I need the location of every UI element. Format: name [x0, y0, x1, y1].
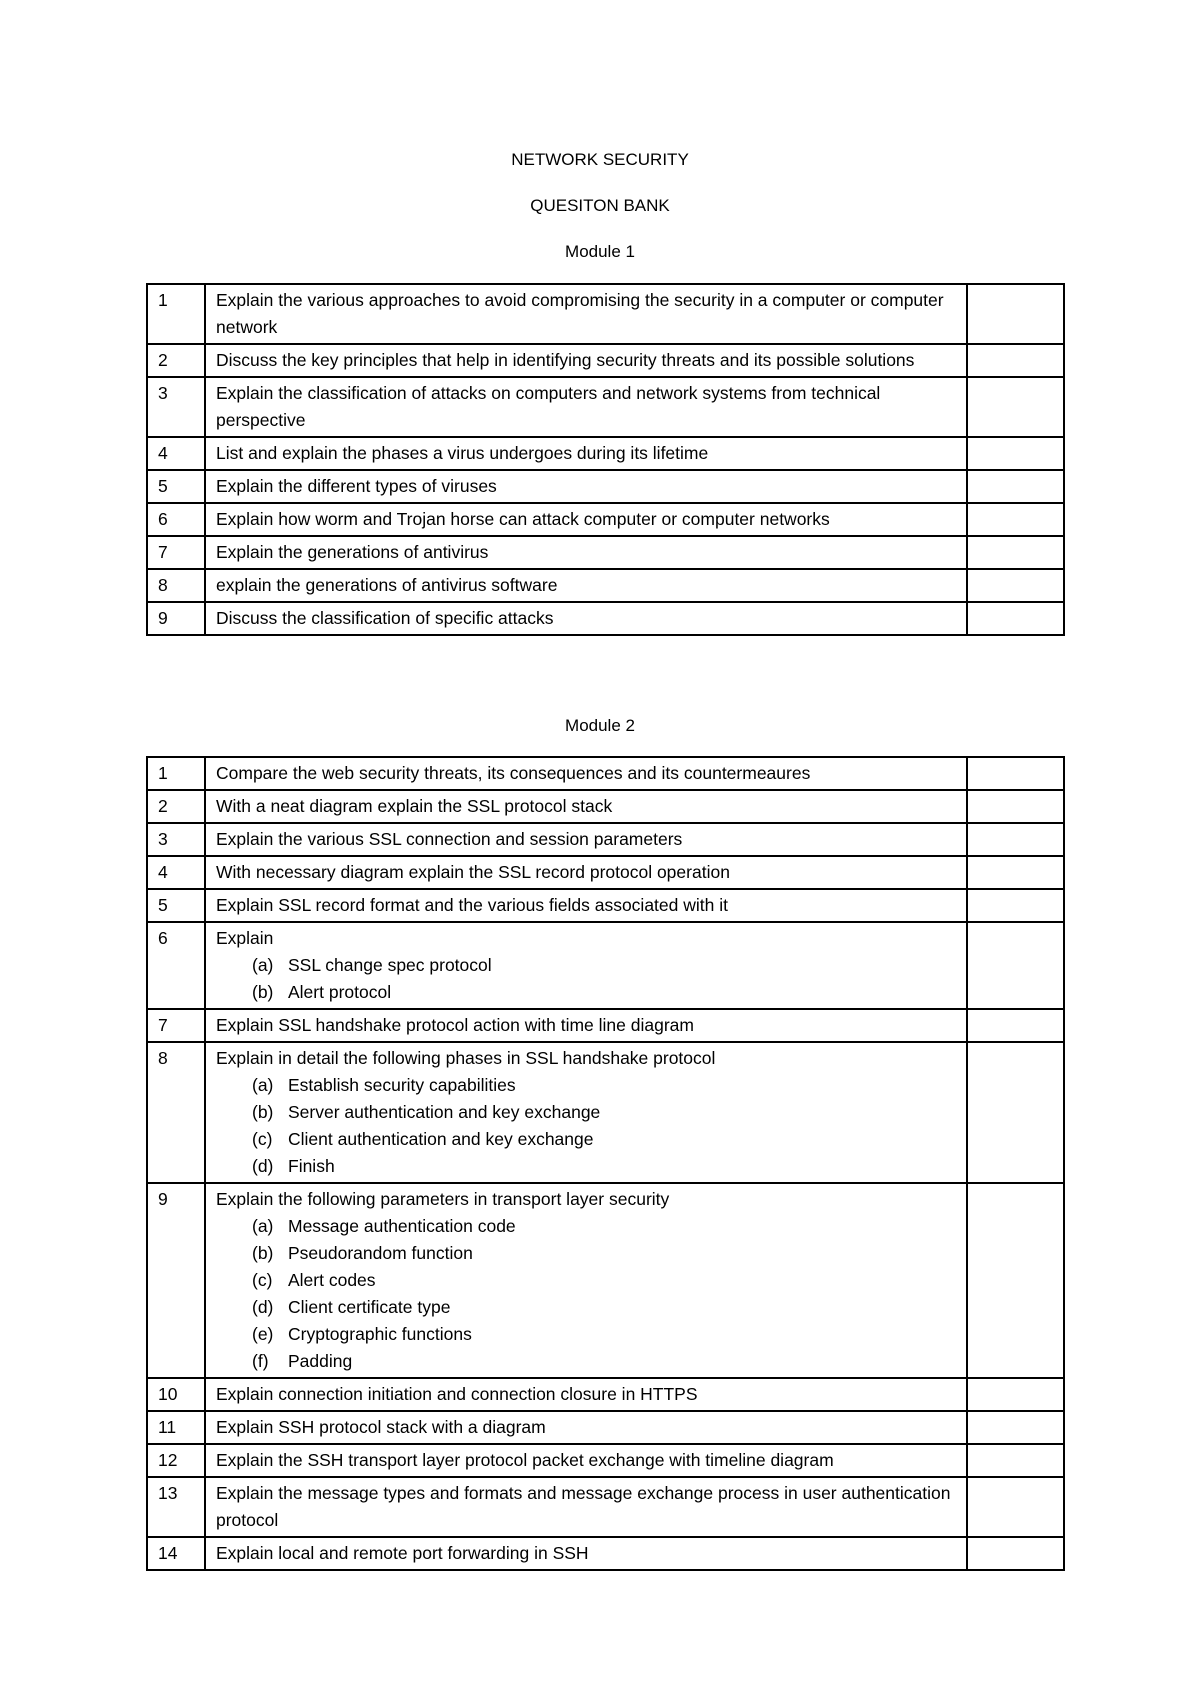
question-cell — [205, 1378, 967, 1411]
sub-question-marker: (c) — [252, 1270, 273, 1290]
question-cell — [205, 1183, 967, 1378]
question-cell — [205, 856, 967, 889]
question-cell — [205, 602, 967, 635]
question-cell — [205, 1042, 967, 1183]
question-number: 5 — [147, 889, 205, 922]
question-row — [147, 757, 1064, 790]
question-text: Explain SSL handshake protocol action with time line diagram — [216, 1015, 694, 1035]
module-2-question-table — [146, 756, 1065, 1571]
sub-question-item — [216, 1153, 960, 1180]
sub-question-marker: (f) — [252, 1351, 269, 1371]
question-row — [147, 1537, 1064, 1570]
blank-cell — [967, 1537, 1064, 1570]
blank-cell — [967, 1183, 1064, 1378]
question-number: 11 — [147, 1411, 205, 1444]
sub-question-marker: (a) — [252, 955, 274, 975]
question-text: Explain the SSH transport layer protocol packet exchange with timeline diagram — [216, 1450, 834, 1470]
sub-question-item — [216, 1213, 960, 1240]
sub-question-text: Alert protocol — [288, 982, 392, 1002]
sub-question-marker: (e) — [252, 1324, 274, 1344]
blank-cell — [967, 922, 1064, 1009]
blank-cell — [967, 1378, 1064, 1411]
question-text: Discuss the key principles that help in identifying security threats and its possible solutions — [216, 350, 915, 370]
question-number: 4 — [147, 856, 205, 889]
question-number: 6 — [147, 922, 205, 1009]
question-text: Explain SSH protocol stack with a diagram — [216, 1417, 546, 1437]
question-row — [147, 823, 1064, 856]
sub-question-text: Establish security capabilities — [288, 1075, 516, 1095]
question-text: Explain in detail the following phases in SSL handshake protocol — [216, 1048, 716, 1068]
question-number: 10 — [147, 1378, 205, 1411]
question-row — [147, 1411, 1064, 1444]
blank-cell — [967, 1444, 1064, 1477]
sub-question-item — [216, 1099, 960, 1126]
blank-cell — [967, 470, 1064, 503]
question-cell — [205, 1537, 967, 1570]
sub-question-marker: (d) — [252, 1156, 274, 1176]
question-text: Explain the following parameters in transport layer security — [216, 1189, 670, 1209]
question-row — [147, 790, 1064, 823]
question-text: List and explain the phases a virus undergoes during its lifetime — [216, 443, 709, 463]
blank-cell — [967, 889, 1064, 922]
sub-question-marker: (a) — [252, 1075, 274, 1095]
question-number: 6 — [147, 503, 205, 536]
sub-question-marker: (c) — [252, 1129, 273, 1149]
question-number: 3 — [147, 823, 205, 856]
blank-cell — [967, 823, 1064, 856]
sub-question-marker: (b) — [252, 1243, 274, 1263]
question-row — [147, 503, 1064, 536]
sub-question-text: Cryptographic functions — [288, 1324, 472, 1344]
question-text: Explain the classification of attacks on computers and network systems from technical perspective — [216, 383, 881, 430]
question-cell — [205, 757, 967, 790]
sub-question-text: Padding — [288, 1351, 353, 1371]
question-cell — [205, 470, 967, 503]
blank-cell — [967, 536, 1064, 569]
sub-question-text: Message authentication code — [288, 1216, 516, 1236]
question-text: Explain the various approaches to avoid compromising the security in a computer or computer network — [216, 290, 944, 337]
sub-question-text: Client certificate type — [288, 1297, 451, 1317]
sub-question-item — [216, 1348, 960, 1375]
question-text: Explain how worm and Trojan horse can attack computer or computer networks — [216, 509, 830, 529]
question-number: 8 — [147, 1042, 205, 1183]
sub-question-item — [216, 1240, 960, 1267]
blank-cell — [967, 569, 1064, 602]
question-number: 9 — [147, 602, 205, 635]
question-row — [147, 569, 1064, 602]
question-text: Explain — [216, 928, 274, 948]
sub-question-item — [216, 979, 960, 1006]
question-number: 9 — [147, 1183, 205, 1378]
question-cell — [205, 437, 967, 470]
blank-cell — [967, 377, 1064, 437]
question-cell — [205, 1477, 967, 1537]
question-number: 13 — [147, 1477, 205, 1537]
question-number: 12 — [147, 1444, 205, 1477]
question-text: Explain SSL record format and the various fields associated with it — [216, 895, 728, 915]
question-text: With necessary diagram explain the SSL record protocol operation — [216, 862, 730, 882]
blank-cell — [967, 856, 1064, 889]
question-row — [147, 1444, 1064, 1477]
question-text: explain the generations of antivirus software — [216, 575, 558, 595]
sub-question-text: Server authentication and key exchange — [288, 1102, 601, 1122]
question-row — [147, 602, 1064, 635]
module-1-question-table — [146, 283, 1065, 636]
question-text: Explain local and remote port forwarding in SSH — [216, 1543, 589, 1563]
question-number: 1 — [147, 284, 205, 344]
question-text: Compare the web security threats, its consequences and its countermeaures — [216, 763, 811, 783]
question-row — [147, 1378, 1064, 1411]
question-cell — [205, 536, 967, 569]
module-1-heading: Module 1 — [565, 242, 635, 261]
document-subtitle: QUESITON BANK — [530, 196, 670, 215]
question-number: 2 — [147, 344, 205, 377]
question-number: 5 — [147, 470, 205, 503]
question-cell — [205, 344, 967, 377]
blank-cell — [967, 790, 1064, 823]
question-row — [147, 1042, 1064, 1183]
question-row — [147, 536, 1064, 569]
question-number: 8 — [147, 569, 205, 602]
sub-question-item — [216, 1126, 960, 1153]
question-cell — [205, 922, 967, 1009]
sub-question-text: Finish — [288, 1156, 335, 1176]
question-cell — [205, 569, 967, 602]
blank-cell — [967, 284, 1064, 344]
question-text: Explain the various SSL connection and session parameters — [216, 829, 683, 849]
blank-cell — [967, 1009, 1064, 1042]
question-cell — [205, 889, 967, 922]
sub-question-text: SSL change spec protocol — [288, 955, 492, 975]
question-number: 14 — [147, 1537, 205, 1570]
question-row — [147, 377, 1064, 437]
question-text: Explain the different types of viruses — [216, 476, 497, 496]
sub-question-item — [216, 952, 960, 979]
blank-cell — [967, 1477, 1064, 1537]
blank-cell — [967, 344, 1064, 377]
blank-cell — [967, 503, 1064, 536]
question-number: 2 — [147, 790, 205, 823]
question-number: 7 — [147, 536, 205, 569]
question-cell — [205, 284, 967, 344]
question-cell — [205, 790, 967, 823]
blank-cell — [967, 602, 1064, 635]
question-number: 4 — [147, 437, 205, 470]
question-cell — [205, 1444, 967, 1477]
document-title: NETWORK SECURITY — [511, 150, 689, 169]
module-2-heading: Module 2 — [565, 716, 635, 735]
sub-question-marker: (a) — [252, 1216, 274, 1236]
blank-cell — [967, 1042, 1064, 1183]
sub-question-marker: (b) — [252, 1102, 274, 1122]
blank-cell — [967, 437, 1064, 470]
sub-question-marker: (b) — [252, 982, 274, 1002]
sub-question-marker: (d) — [252, 1297, 274, 1317]
question-row — [147, 1183, 1064, 1378]
question-text: Explain the generations of antivirus — [216, 542, 489, 562]
sub-question-item — [216, 1267, 960, 1294]
question-row — [147, 1477, 1064, 1537]
sub-question-text: Pseudorandom function — [288, 1243, 473, 1263]
question-row — [147, 889, 1064, 922]
question-cell — [205, 1411, 967, 1444]
question-row — [147, 344, 1064, 377]
question-cell — [205, 503, 967, 536]
question-cell — [205, 1009, 967, 1042]
question-row — [147, 437, 1064, 470]
question-text: Discuss the classification of specific attacks — [216, 608, 554, 628]
question-cell — [205, 823, 967, 856]
question-number: 3 — [147, 377, 205, 437]
question-row — [147, 470, 1064, 503]
question-row — [147, 922, 1064, 1009]
question-text: With a neat diagram explain the SSL protocol stack — [216, 796, 613, 816]
blank-cell — [967, 1411, 1064, 1444]
question-text: Explain connection initiation and connection closure in HTTPS — [216, 1384, 698, 1404]
sub-question-text: Client authentication and key exchange — [288, 1129, 594, 1149]
sub-question-text: Alert codes — [288, 1270, 376, 1290]
question-row — [147, 856, 1064, 889]
question-text: Explain the message types and formats and message exchange process in user authentication protocol — [216, 1483, 951, 1530]
blank-cell — [967, 757, 1064, 790]
sub-question-item — [216, 1294, 960, 1321]
question-number: 1 — [147, 757, 205, 790]
question-cell — [205, 377, 967, 437]
question-number: 7 — [147, 1009, 205, 1042]
sub-question-item — [216, 1072, 960, 1099]
question-row — [147, 1009, 1064, 1042]
question-row — [147, 284, 1064, 344]
sub-question-item — [216, 1321, 960, 1348]
